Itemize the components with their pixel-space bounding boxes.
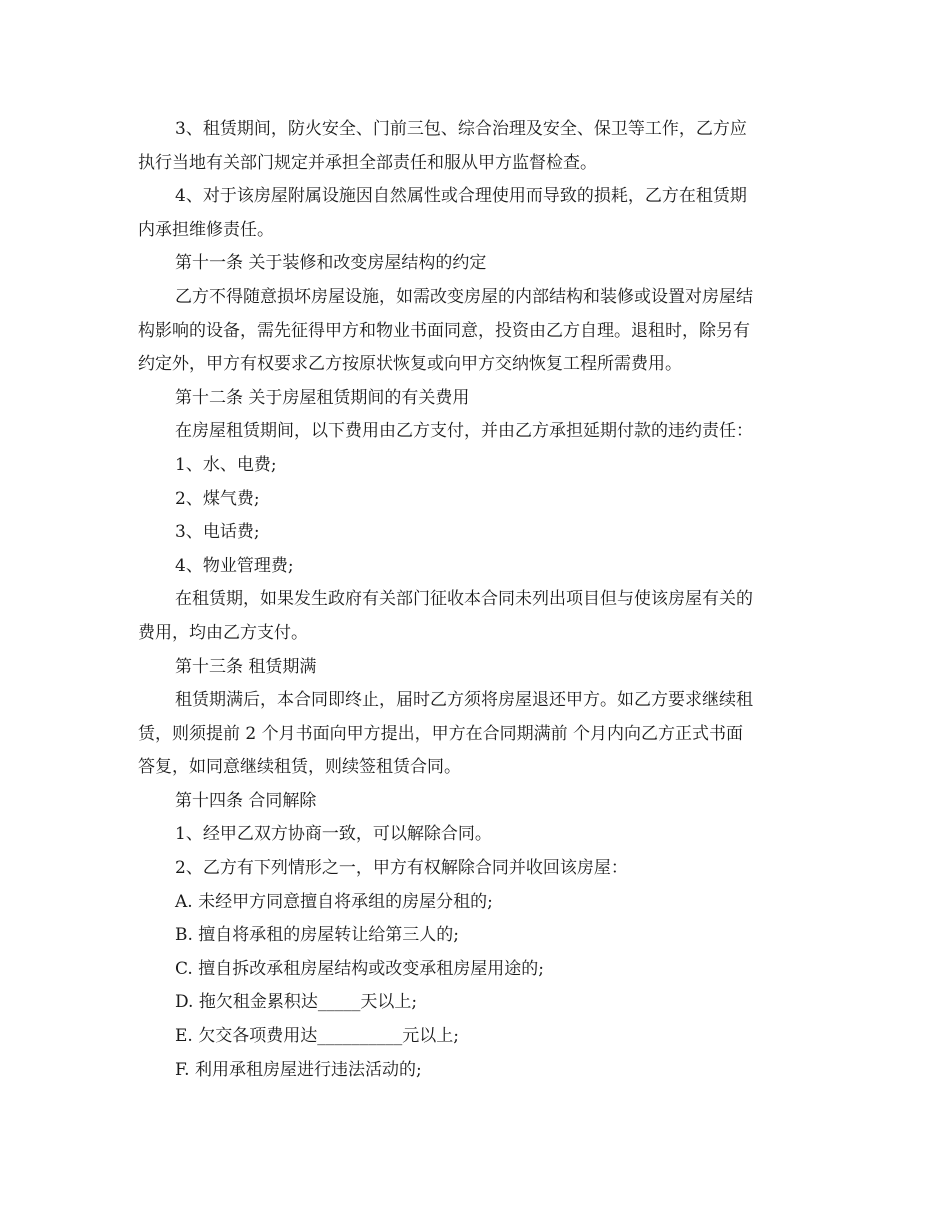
text-line: B. 擅自将承租的房屋转让给第三人的; xyxy=(175,925,460,946)
text-line: 执行当地有关部门规定并承担全部责任和服从甲方监督检查。 xyxy=(138,152,597,173)
text-line: D. 拖欠租金累积达_____天以上; xyxy=(175,992,418,1013)
text-line: 答复，如同意继续租赁，则续签租赁合同。 xyxy=(138,757,461,778)
text-line: 3、电话费; xyxy=(175,522,260,543)
text-line: 约定外，甲方有权要求乙方按原状恢复或向甲方交纳恢复工程所需费用。 xyxy=(138,354,682,375)
text-line: F. 利用承租房屋进行违法活动的; xyxy=(175,1059,422,1080)
text-line: 1、水、电费; xyxy=(175,454,277,475)
text-line: 内承担维修责任。 xyxy=(138,219,274,240)
text-line: 第十一条 关于装修和改变房屋结构的约定 xyxy=(175,253,487,274)
text-line: 第十三条 租赁期满 xyxy=(175,656,317,677)
text-line: 2、煤气费; xyxy=(175,488,260,509)
text-line: 乙方不得随意损坏房屋设施，如需改变房屋的内部结构和装修或设置对房屋结 xyxy=(175,286,753,307)
text-line: 租赁期满后，本合同即终止，届时乙方须将房屋退还甲方。如乙方要求继续租 xyxy=(175,690,753,711)
text-line: C. 擅自拆改承租房屋结构或改变承租房屋用途的; xyxy=(175,958,544,979)
text-line: A. 未经甲方同意擅自将承组的房屋分租的; xyxy=(175,891,493,912)
text-line: 第十四条 合同解除 xyxy=(175,790,317,811)
text-line: 在房屋租赁期间，以下费用由乙方支付，并由乙方承担延期付款的违约责任： xyxy=(175,421,753,442)
document-body xyxy=(138,113,812,1087)
text-line: 赁，则须提前 2 个月书面向甲方提出，甲方在合同期满前 个月内向乙方正式书面 xyxy=(138,723,744,744)
text-line: 2、乙方有下列情形之一，甲方有权解除合同并收回该房屋： xyxy=(175,858,628,879)
text-line: 4、对于该房屋附属设施因自然属性或合理使用而导致的损耗，乙方在租赁期 xyxy=(175,186,747,207)
text-line: E. 欠交各项费用达__________元以上; xyxy=(175,1026,459,1047)
text-line: 3、租赁期间，防火安全、门前三包、综合治理及安全、保卫等工作，乙方应 xyxy=(175,119,747,139)
text-line: 4、物业管理费; xyxy=(175,555,294,576)
text-line: 在租赁期，如果发生政府有关部门征收本合同未列出项目但与使该房屋有关的 xyxy=(175,589,753,610)
text-line: 构影响的设备，需先征得甲方和物业书面同意，投资由乙方自理。退租时，除另有 xyxy=(138,320,750,341)
text-line: 费用，均由乙方支付。 xyxy=(138,622,308,643)
text-line: 1、经甲乙双方协商一致，可以解除合同。 xyxy=(175,824,492,845)
text-line: 第十二条 关于房屋租赁期间的有关费用 xyxy=(175,387,470,408)
